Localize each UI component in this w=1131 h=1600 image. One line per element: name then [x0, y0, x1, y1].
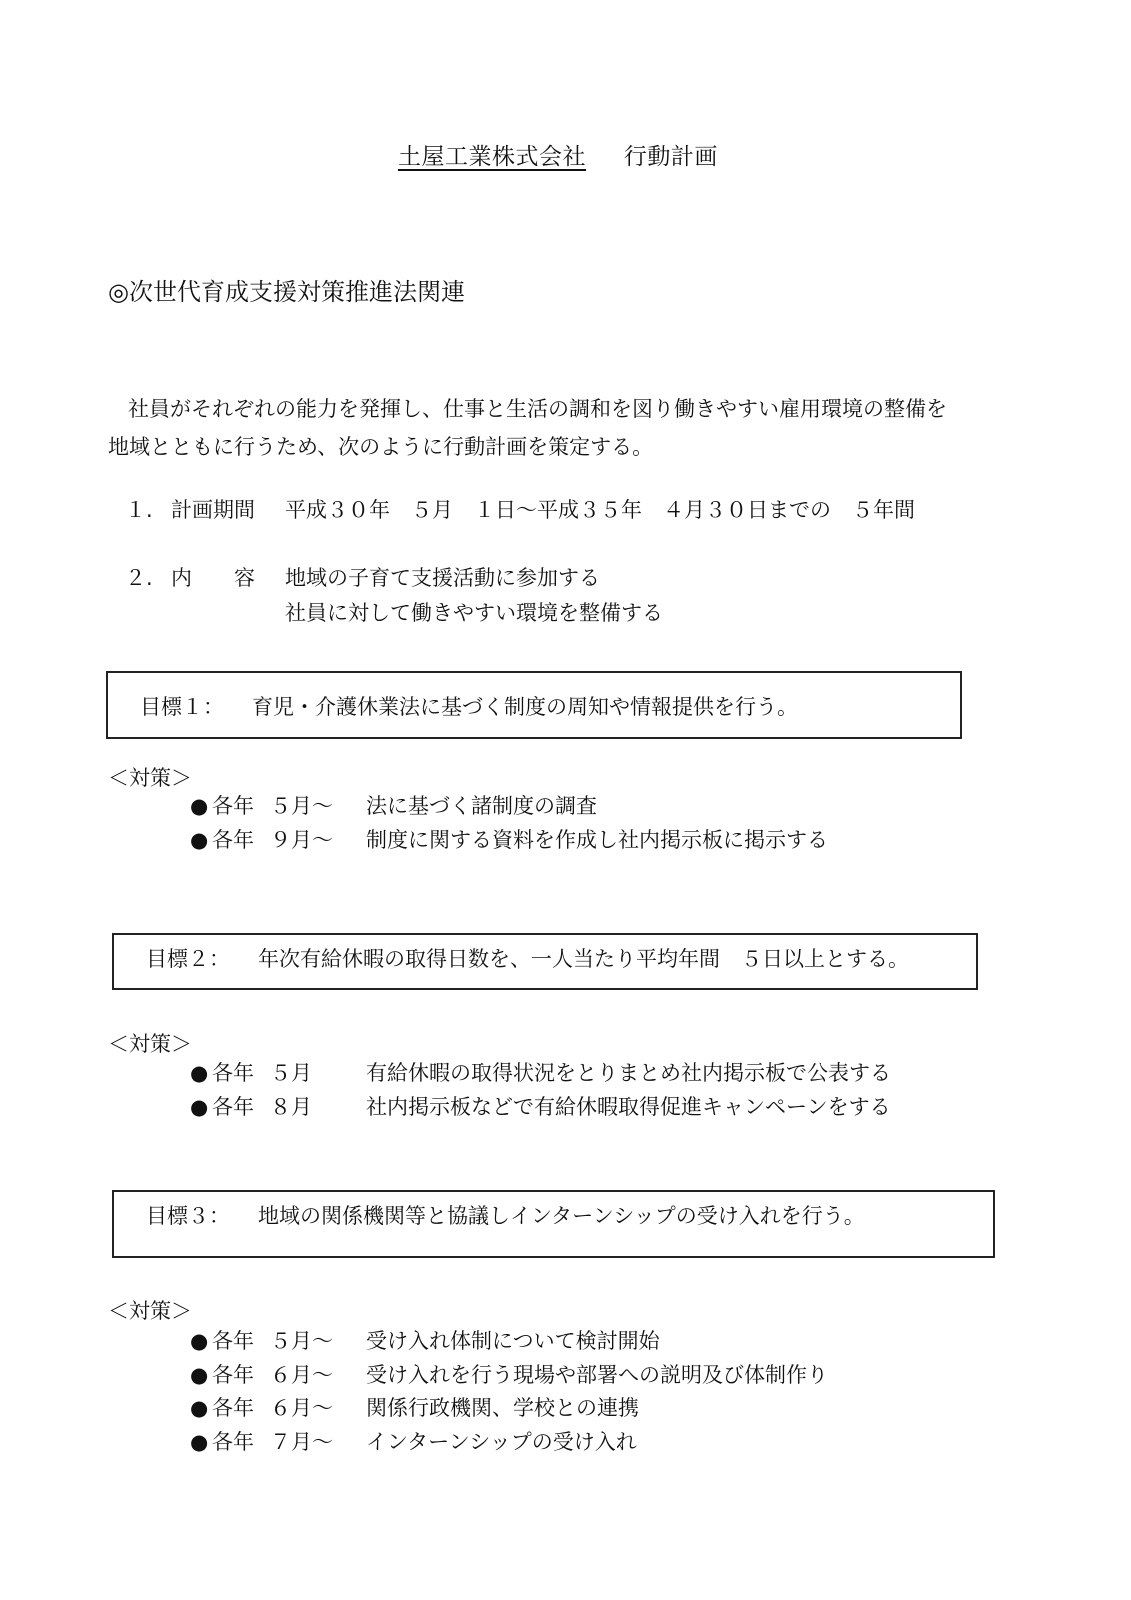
plan-content-row: [125, 562, 600, 592]
plan-content-text-2: 社員に対して働きやすい環境を整備する: [285, 601, 663, 625]
goal-3-label: 目標３：: [146, 1204, 230, 1228]
intro-paragraph: [108, 390, 947, 466]
plan-period-label: 計画期間: [171, 498, 255, 522]
measure-month: ６月～: [270, 1362, 333, 1387]
goal-3-text: [146, 1200, 865, 1230]
document-title: [370, 138, 718, 171]
section-heading: ◎次世代育成支援対策推進法関連: [108, 278, 465, 306]
measure-year: 各年: [212, 1396, 254, 1420]
measure-year: 各年: [212, 1429, 254, 1454]
list-item: [190, 1325, 828, 1359]
bullet: ●: [190, 1429, 209, 1454]
measure-text: 社内掲示板などで有給休暇取得促進キャンペーンをする: [366, 1094, 891, 1119]
plan-content-number: ２.: [125, 566, 153, 590]
plan-content-text-1: 地域の子育て支援活動に参加する: [285, 566, 600, 590]
list-item: [190, 1392, 828, 1426]
goal-2-measures-label: ＜対策＞: [108, 1032, 192, 1056]
goal-2-box: [112, 933, 978, 990]
intro-line-1: 社員がそれぞれの能力を発揮し、仕事と生活の調和を図り働きやすい雇用環境の整備を: [128, 397, 947, 421]
bullet: ●: [190, 1396, 209, 1420]
measure-year: 各年: [212, 794, 254, 818]
goal-3-measures-list: [190, 1325, 828, 1459]
goal-1-box: [106, 671, 962, 739]
measure-year: 各年: [212, 1362, 254, 1387]
bullet: ●: [190, 827, 209, 852]
measure-month: ６月～: [270, 1396, 333, 1420]
plan-period-row: [125, 494, 915, 524]
goal-2-description: 年次有給休暇の取得日数を、一人当たり平均年間 ５日以上とする。: [258, 947, 909, 971]
title-suffix: 行動計画: [623, 144, 718, 170]
list-item: [190, 824, 828, 858]
goal-2-text: [146, 943, 909, 973]
goal-1-label: 目標１：: [140, 695, 224, 719]
bullet: ●: [190, 1094, 209, 1119]
goal-2-label: 目標２：: [146, 947, 230, 971]
list-item: [190, 1091, 891, 1125]
measure-text: 受け入れを行う現場や部署への説明及び体制作り: [366, 1362, 828, 1387]
measure-year: 各年: [212, 1329, 254, 1353]
bullet: ●: [190, 1061, 209, 1085]
title-company-name: 土屋工業株式会社: [398, 144, 586, 170]
measure-text: インターンシップの受け入れ: [366, 1429, 637, 1454]
list-item: [190, 1057, 891, 1091]
list-item: [190, 1359, 828, 1393]
goal-1-text: [140, 691, 798, 721]
measure-text: 法に基づく諸制度の調査: [366, 794, 597, 818]
measure-month: ５月～: [270, 1329, 333, 1353]
goal-2-measures-list: [190, 1057, 891, 1124]
plan-content-label: 内 容: [171, 566, 255, 590]
goal-3-description: 地域の関係機関等と協議しインターンシップの受け入れを行う。: [258, 1204, 865, 1228]
plan-period-number: １.: [125, 498, 153, 522]
goal-1-measures-label: ＜対策＞: [108, 766, 192, 790]
bullet: ●: [190, 1362, 209, 1387]
measure-year: 各年: [212, 1094, 254, 1119]
measure-text: 受け入れ体制について検討開始: [366, 1329, 660, 1353]
plan-period-text: 平成３０年 ５月 １日～平成３５年 ４月３０日までの ５年間: [285, 498, 915, 522]
measure-text: 有給休暇の取得状況をとりまとめ社内掲示板で公表する: [366, 1061, 891, 1085]
bullet: ●: [190, 794, 209, 818]
measure-year: 各年: [212, 827, 254, 852]
goal-3-measures-label: ＜対策＞: [108, 1299, 192, 1323]
measure-month: ９月～: [270, 827, 333, 852]
goal-1-measures-list: [190, 790, 828, 857]
measure-month: ５月～: [270, 794, 333, 818]
measure-month: ８月: [270, 1094, 312, 1119]
measure-text: 関係行政機関、学校との連携: [366, 1396, 639, 1420]
measure-month: ５月: [270, 1061, 312, 1085]
bullet: ●: [190, 1329, 209, 1353]
measure-text: 制度に関する資料を作成し社内掲示板に掲示する: [366, 827, 828, 852]
goal-3-box: [112, 1190, 995, 1258]
goal-1-description: 育児・介護休業法に基づく制度の周知や情報提供を行う。: [252, 695, 798, 719]
intro-line-2: 地域とともに行うため、次のように行動計画を策定する。: [108, 435, 654, 459]
measure-month: ７月～: [270, 1429, 333, 1454]
list-item: [190, 790, 828, 824]
measure-year: 各年: [212, 1061, 254, 1085]
list-item: [190, 1426, 828, 1460]
